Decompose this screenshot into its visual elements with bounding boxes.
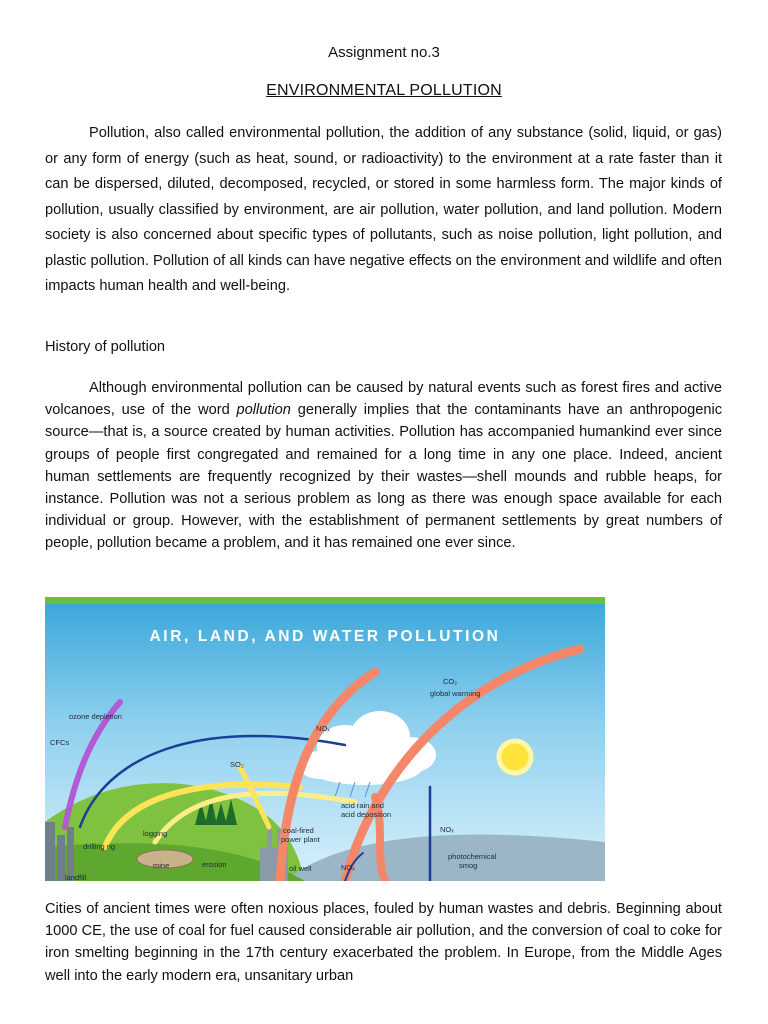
global-warming-label: global warming <box>430 689 481 698</box>
landfill-label: landfill <box>65 873 87 881</box>
illustration-title: AIR, LAND, AND WATER POLLUTION <box>149 628 501 645</box>
erosion-label: erosion <box>202 860 227 869</box>
coal-plant-label-2: power plant <box>281 835 320 844</box>
nox-label-1: NOₓ <box>316 724 330 733</box>
history-paragraph <box>45 377 722 555</box>
history-text-italic: pollution <box>236 402 291 419</box>
cfcs-label: CFCs <box>50 738 70 747</box>
acid-deposition-label: acid deposition <box>341 810 392 819</box>
intro-text: Pollution, also called environmental pollution, the addition of any substance (solid, liquid, or gas) or any form of energy (such as heat, sound, or radioactivity) to the environment at a rate faster than it can be dispersed, diluted, decomposed, recycled, or stored in some harmless form. The major kinds of pollution, usually classified by environment, are air pollution, water pollution, and land pollution. Modern society is also concerned about specific types of pollutants, such as noise pollution, light pollution, and plastic pollution. Pollution of all kinds can have negative effects on the environment and wildlife and often impacts human health and well-being. <box>45 125 722 294</box>
history-text-before: Although environmental pollution can be caused by natural events such as forest fires and active volcanoes, use of the word <box>45 380 722 419</box>
coal-plant-label-1: coal-fired <box>283 826 314 835</box>
smog-label-1: photochemical <box>448 852 497 861</box>
ozone-depletion-label: ozone depletion <box>69 712 122 721</box>
so2-label: SO₂ <box>230 760 244 769</box>
pollution-illustration <box>45 597 605 881</box>
page-title: ENVIRONMENTAL POLLUTION <box>266 82 502 99</box>
nox-label-2: NOₓ <box>440 825 454 834</box>
nox-label-3: NOₓ <box>341 863 355 872</box>
mine-label: mine <box>153 861 170 870</box>
hill-right <box>285 835 605 881</box>
drilling-rig-label: drilling rig <box>83 842 116 851</box>
section-heading: History of pollution <box>45 339 166 355</box>
ancient-cities-paragraph: Cities of ancient times were often noxious places, fouled by human wastes and debris. Beginning about 1000 CE, the use of coal for fuel caused considerable air pollution, and the conversion of coal to coke for iron smelting beginning in the 17th century exacerbated the problem. In Europe, from the Middle Ages well into the early modern era, unsanitary urban <box>45 901 722 984</box>
sun-icon <box>499 741 531 773</box>
logging-label: logging <box>143 829 168 838</box>
co2-label: CO₂ <box>443 677 458 686</box>
assignment-number: Assignment no.3 <box>328 44 440 61</box>
smog-label-2: smog <box>459 861 478 870</box>
intro-paragraph <box>45 121 722 300</box>
history-text-after: generally implies that the contaminants have an anthropogenic source—that is, a source created by human activities. Pollution has accompanied humankind ever since groups of people first congregated and remained for a long time in any one place. Indeed, ancient human settlements are frequently recognized by their wastes—shell mounds and rubble heaps, for instance. Pollution was not a serious problem as long as there was enough space available for each individual or group. However, with the establishment of permanent settlements by great numbers of people, pollution became a problem, and it has remained one ever since. <box>45 402 722 552</box>
acid-rain-label: acid rain and <box>341 801 384 810</box>
oil-well-label: oil well <box>289 864 312 873</box>
